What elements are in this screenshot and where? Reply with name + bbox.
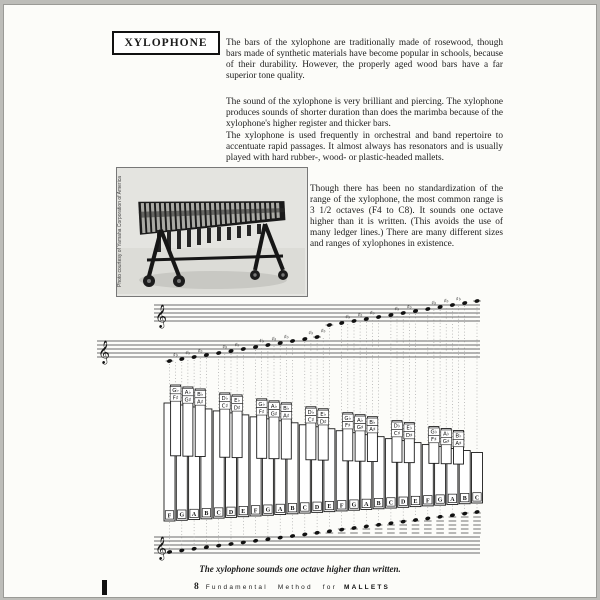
svg-text:♯♭: ♯♭ bbox=[406, 304, 412, 311]
svg-text:D♯: D♯ bbox=[233, 405, 241, 412]
svg-text:♯♭: ♯♭ bbox=[456, 297, 461, 303]
svg-text:G: G bbox=[265, 507, 271, 514]
svg-text:A♯: A♯ bbox=[369, 427, 376, 434]
paragraph-sound: The sound of the xylophone is very brilliant and piercing. The xylophone produces sounds of shorter duration than does the marimba because of the xylophone's higher register and thicker bars. bbox=[226, 97, 503, 130]
svg-text:E♭: E♭ bbox=[234, 398, 241, 404]
footer-book-title: Fundamental Method for bbox=[205, 584, 337, 591]
svg-text:♯♭: ♯♭ bbox=[259, 338, 265, 345]
svg-text:G♭: G♭ bbox=[344, 415, 352, 422]
svg-text:F: F bbox=[339, 503, 344, 510]
svg-text:G♯: G♯ bbox=[442, 439, 450, 446]
svg-text:B♭: B♭ bbox=[283, 405, 290, 412]
svg-text:G♭: G♭ bbox=[258, 401, 266, 408]
svg-text:♯♭: ♯♭ bbox=[185, 350, 191, 357]
svg-text:♯♭: ♯♭ bbox=[197, 348, 203, 355]
svg-text:♯♭: ♯♭ bbox=[283, 334, 289, 341]
svg-text:G♯: G♯ bbox=[270, 411, 278, 418]
svg-text:B: B bbox=[376, 501, 381, 508]
svg-text:C: C bbox=[302, 505, 307, 512]
svg-text:B: B bbox=[462, 496, 467, 503]
svg-text:D: D bbox=[401, 499, 406, 506]
photo-credit: Photo courtesy of Yamaha Corporation of America bbox=[117, 176, 123, 288]
svg-text:D♭: D♭ bbox=[307, 409, 315, 416]
page-title: XYLOPHONE bbox=[124, 37, 208, 49]
svg-text:G♯: G♯ bbox=[356, 425, 364, 432]
svg-text:A♯: A♯ bbox=[197, 399, 204, 406]
svg-text:D: D bbox=[228, 509, 234, 516]
paragraph-bars: The bars of the xylophone are traditionally made of rosewood, though bars made of synthetic materials have become popular in schools, because of their durability. However, the properly aged wood bars have a far superior tone quality. bbox=[226, 38, 503, 82]
svg-text:♯♭: ♯♭ bbox=[345, 314, 351, 321]
svg-text:G♯: G♯ bbox=[184, 397, 192, 404]
svg-text:A♭: A♭ bbox=[443, 431, 450, 438]
svg-text:A: A bbox=[450, 496, 455, 503]
svg-text:F: F bbox=[253, 508, 258, 515]
svg-text:B♭: B♭ bbox=[197, 392, 204, 399]
svg-text:𝄞: 𝄞 bbox=[155, 535, 167, 560]
svg-text:D: D bbox=[314, 504, 320, 511]
svg-text:F: F bbox=[425, 498, 430, 505]
svg-text:C: C bbox=[474, 495, 480, 502]
svg-text:G: G bbox=[179, 512, 185, 519]
svg-text:D♭: D♭ bbox=[221, 396, 229, 403]
section-title-box bbox=[112, 31, 220, 55]
page-footer bbox=[194, 582, 390, 592]
footer-book-title-bold: MALLETS bbox=[343, 584, 391, 591]
svg-text:♯♭: ♯♭ bbox=[369, 310, 375, 317]
svg-text:𝄞: 𝄞 bbox=[155, 303, 167, 328]
svg-text:A♯: A♯ bbox=[283, 413, 290, 420]
xylophone-photo bbox=[116, 167, 308, 297]
svg-text:♯♭: ♯♭ bbox=[271, 336, 277, 343]
svg-text:F♯: F♯ bbox=[172, 395, 179, 402]
svg-text:♯♭: ♯♭ bbox=[173, 352, 179, 359]
svg-text:E♭: E♭ bbox=[406, 425, 413, 432]
svg-text:♯♭: ♯♭ bbox=[308, 330, 314, 337]
svg-text:A♭: A♭ bbox=[184, 390, 192, 397]
page-number: 8 bbox=[194, 582, 199, 592]
svg-text:♯♭: ♯♭ bbox=[357, 312, 363, 319]
svg-text:G♭: G♭ bbox=[172, 388, 179, 395]
svg-text:D♯: D♯ bbox=[319, 419, 327, 426]
svg-text:B♭: B♭ bbox=[455, 433, 462, 440]
range-diagram-svg bbox=[4, 297, 596, 563]
paragraph-usage: The xylophone is used frequently in orchestral and band repertoire to accentuate rapid passages. It almost always has resonators and is usually played with hard rubber-, wood- or plastic-headed mallets. bbox=[226, 131, 503, 164]
svg-text:D♯: D♯ bbox=[405, 433, 413, 440]
svg-text:A: A bbox=[191, 511, 197, 518]
diagram-caption: The xylophone sounds one octave higher than written. bbox=[199, 564, 401, 574]
svg-text:F♯: F♯ bbox=[344, 423, 351, 430]
svg-text:G: G bbox=[437, 497, 443, 504]
svg-text:C: C bbox=[388, 500, 394, 507]
svg-text:♯♭: ♯♭ bbox=[234, 342, 240, 349]
svg-text:♯♭: ♯♭ bbox=[320, 328, 326, 335]
paragraph-range: Though there has been no standardization of the range of the xylophone, the most common range is 3 1/2 octaves (F4 to C8). It sounds one octave higher than it is written. (This avoids the use of many ledger lines.) There are many different sizes and ranges of xylophones in existence. bbox=[310, 184, 503, 250]
svg-text:E: E bbox=[327, 504, 332, 511]
svg-text:E: E bbox=[241, 509, 246, 516]
svg-text:♯♭: ♯♭ bbox=[431, 300, 437, 307]
svg-text:E♭: E♭ bbox=[320, 411, 327, 418]
svg-text:C♯: C♯ bbox=[221, 403, 228, 410]
svg-text:A♭: A♭ bbox=[356, 417, 364, 424]
svg-text:♯♭: ♯♭ bbox=[222, 344, 228, 351]
svg-text:G♭: G♭ bbox=[430, 429, 438, 436]
svg-text:F♯: F♯ bbox=[258, 409, 265, 416]
svg-text:C♯: C♯ bbox=[393, 431, 401, 438]
footer-tick bbox=[102, 580, 107, 595]
svg-text:A♯: A♯ bbox=[455, 441, 462, 448]
range-diagram bbox=[4, 297, 596, 563]
svg-text:B: B bbox=[290, 506, 295, 513]
svg-text:♯♭: ♯♭ bbox=[443, 298, 449, 305]
xylophone-photo-image bbox=[117, 168, 305, 294]
svg-text:C♯: C♯ bbox=[307, 417, 315, 424]
svg-text:C: C bbox=[216, 510, 221, 517]
svg-text:A: A bbox=[278, 506, 283, 513]
svg-text:♯♭: ♯♭ bbox=[394, 306, 400, 313]
svg-text:D♭: D♭ bbox=[393, 423, 401, 430]
svg-text:B: B bbox=[204, 511, 209, 518]
svg-text:F♯: F♯ bbox=[431, 437, 437, 444]
svg-text:A♭: A♭ bbox=[270, 403, 278, 410]
svg-text:𝄞: 𝄞 bbox=[98, 339, 110, 364]
svg-text:E: E bbox=[413, 499, 418, 505]
svg-text:A: A bbox=[364, 501, 369, 508]
svg-text:G: G bbox=[351, 502, 357, 509]
svg-text:F: F bbox=[167, 513, 172, 520]
svg-text:B♭: B♭ bbox=[369, 419, 376, 426]
book-page bbox=[3, 4, 597, 598]
